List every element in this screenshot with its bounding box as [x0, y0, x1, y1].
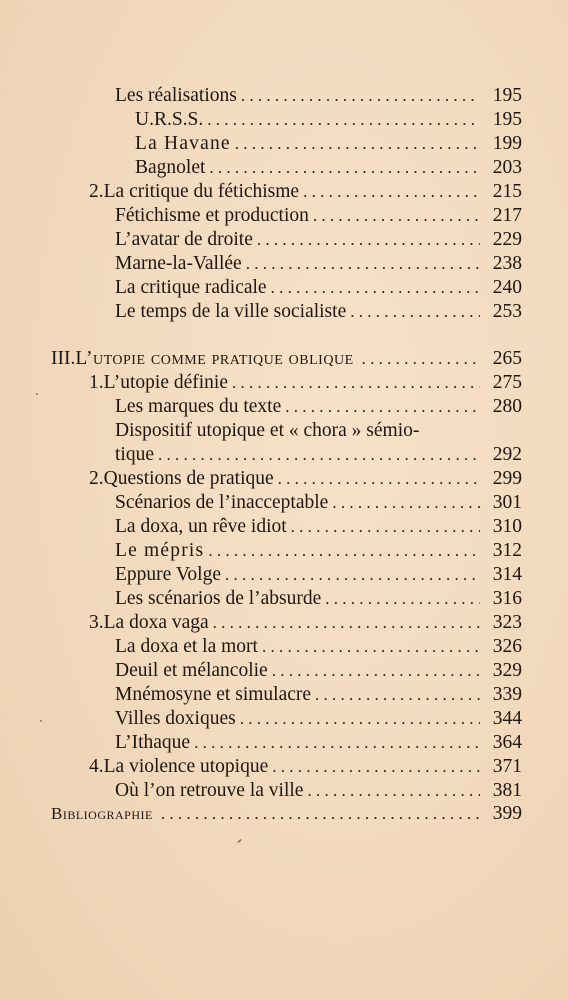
leader-dots	[205, 156, 480, 180]
leader-dots	[237, 84, 480, 108]
toc-entry	[115, 659, 480, 683]
leader-dots	[287, 515, 480, 539]
toc-page-number: 344	[492, 708, 522, 729]
toc-entry	[89, 755, 480, 779]
toc-entry	[115, 204, 480, 228]
toc-entry	[135, 132, 480, 156]
toc-entry-label: L’avatar de droite	[115, 229, 253, 250]
toc-entry	[115, 228, 480, 252]
part-number: III.	[51, 348, 76, 369]
toc-entry	[115, 635, 480, 659]
toc-entry-label: Scénarios de l’inacceptable	[115, 492, 329, 513]
toc-entry-label: L’utopie comme pratique oblique	[75, 348, 354, 369]
toc-entry	[89, 611, 480, 635]
toc-page-number: 253	[492, 301, 522, 322]
toc-page-number: 312	[492, 540, 522, 561]
toc-entry-label: La critique radicale	[115, 277, 267, 298]
toc-entry-label: Questions de pratique	[103, 468, 274, 489]
leader-dots	[204, 539, 480, 563]
leader-dots	[274, 467, 480, 491]
toc-entry-label: Deuil et mélancolie	[115, 660, 268, 681]
toc-entry	[115, 683, 480, 707]
toc-entry	[115, 276, 480, 300]
toc-page-number: 399	[492, 803, 522, 824]
toc-entry	[115, 443, 480, 467]
toc-entry-label: La violence utopique	[103, 756, 269, 777]
toc-entry-label: Dispositif utopique et « chora » sémio-	[115, 420, 420, 441]
toc-entry-label: Le temps de la ville socialiste	[115, 301, 347, 322]
toc-entry	[115, 84, 480, 108]
toc-entry-label: Villes doxiques	[115, 708, 236, 729]
toc-page-number: 316	[492, 588, 522, 609]
toc-entry	[115, 515, 480, 539]
toc-page-number: 280	[492, 396, 522, 417]
toc-page-number: 217	[492, 205, 522, 226]
toc-entry-label: La critique du fétichisme	[103, 181, 300, 202]
toc-entry-label: Marne-la-Vallée	[115, 253, 242, 274]
leader-dots	[311, 683, 480, 707]
toc-entry-label: Mnémosyne et simulacre	[115, 684, 312, 705]
toc-entry-label: La doxa vaga	[103, 612, 209, 633]
toc-page-number: 323	[492, 612, 522, 633]
leader-dots	[303, 779, 480, 803]
leader-dots	[253, 228, 480, 252]
section-number: 1.	[89, 372, 104, 393]
toc-page-number: 329	[492, 660, 522, 681]
toc-entry	[89, 467, 480, 491]
toc-entry-label: Fétichisme et production	[115, 205, 309, 226]
toc-page-number: 339	[492, 684, 522, 705]
leader-dots	[309, 204, 480, 228]
leader-dots	[236, 707, 480, 731]
toc-entry	[115, 563, 480, 587]
toc-page-number: 310	[492, 516, 522, 537]
toc-page-number: 381	[492, 780, 522, 801]
leader-dots	[299, 180, 480, 204]
toc-entry-label: Les réalisations	[115, 85, 237, 106]
leader-dots	[321, 587, 480, 611]
leader-dots	[267, 276, 480, 300]
section-number: 3.	[89, 612, 104, 633]
toc-entry	[89, 371, 480, 395]
leader-dots	[346, 300, 480, 324]
section-number: 2.	[89, 181, 104, 202]
toc-entry-label: Eppure Volge	[115, 564, 221, 585]
ink-speck	[40, 720, 42, 722]
toc-entry-label: La doxa et la mort	[115, 636, 258, 657]
toc-entry	[115, 587, 480, 611]
toc-page-number: 199	[492, 133, 522, 154]
toc-page-number: 326	[492, 636, 522, 657]
leader-dots	[328, 491, 480, 515]
toc-entry-label: La Havane	[135, 133, 231, 154]
leader-dots	[268, 755, 480, 779]
toc-page-number: 299	[492, 468, 522, 489]
toc-entry-label: L’Ithaque	[115, 732, 191, 753]
toc-entry	[51, 802, 480, 826]
leader-dots	[281, 395, 480, 419]
toc-page-number: 238	[492, 253, 522, 274]
leader-dots	[258, 635, 480, 659]
toc-entry	[115, 731, 480, 755]
toc-entry	[135, 156, 480, 180]
toc-page-number: 215	[492, 181, 522, 202]
toc-entry-label: La doxa, un rêve idiot	[115, 516, 287, 537]
toc-entry	[115, 491, 480, 515]
toc-page-number: 229	[492, 229, 522, 250]
toc-page-number: 301	[492, 492, 522, 513]
toc-page-number: 195	[492, 109, 522, 130]
toc-page-number: 292	[492, 444, 522, 465]
toc-page-number: 364	[492, 732, 522, 753]
toc-entry-label: L’utopie définie	[103, 372, 228, 393]
leader-dots	[203, 108, 480, 132]
toc-entry-label: Où l’on retrouve la ville	[115, 780, 304, 801]
leader-dots	[231, 132, 480, 156]
leader-dots	[154, 443, 480, 467]
toc-entry-label: U.R.S.S.	[135, 109, 204, 130]
toc-page-number: 240	[492, 277, 522, 298]
toc-entry	[135, 108, 480, 132]
ink-speck	[36, 393, 38, 395]
toc-entry	[115, 539, 480, 563]
toc-page-number: 275	[492, 372, 522, 393]
leader-dots	[153, 802, 480, 826]
toc-page-number: 203	[492, 157, 522, 178]
toc-entry	[115, 395, 480, 419]
toc-page-number: 371	[492, 756, 522, 777]
toc-page-number: 265	[492, 348, 522, 369]
toc-page-number: 314	[492, 564, 522, 585]
leader-dots	[190, 731, 480, 755]
toc-part-entry	[51, 347, 480, 371]
leader-dots	[354, 347, 480, 371]
toc-entry-label: Les marques du texte	[115, 396, 282, 417]
toc-entry-label: Les scénarios de l’absurde	[115, 588, 322, 609]
toc-entry	[115, 779, 480, 803]
toc-entry	[115, 707, 480, 731]
leader-dots	[228, 371, 480, 395]
toc-entry	[89, 180, 480, 204]
toc-entry-label: Bibliographie	[51, 804, 153, 823]
toc-entry-label: tique	[115, 444, 154, 465]
section-number: 2.	[89, 468, 104, 489]
toc-entry	[115, 300, 480, 324]
leader-dots	[221, 563, 480, 587]
leader-dots	[242, 252, 480, 276]
toc-page-number: 195	[492, 85, 522, 106]
section-number: 4.	[89, 756, 104, 777]
toc-entry-label: Bagnolet	[135, 157, 206, 178]
leader-dots	[209, 611, 480, 635]
toc-entry	[115, 252, 480, 276]
leader-dots	[268, 659, 480, 683]
toc-entry-label: Le mépris	[115, 540, 205, 561]
ink-speck	[237, 839, 242, 844]
